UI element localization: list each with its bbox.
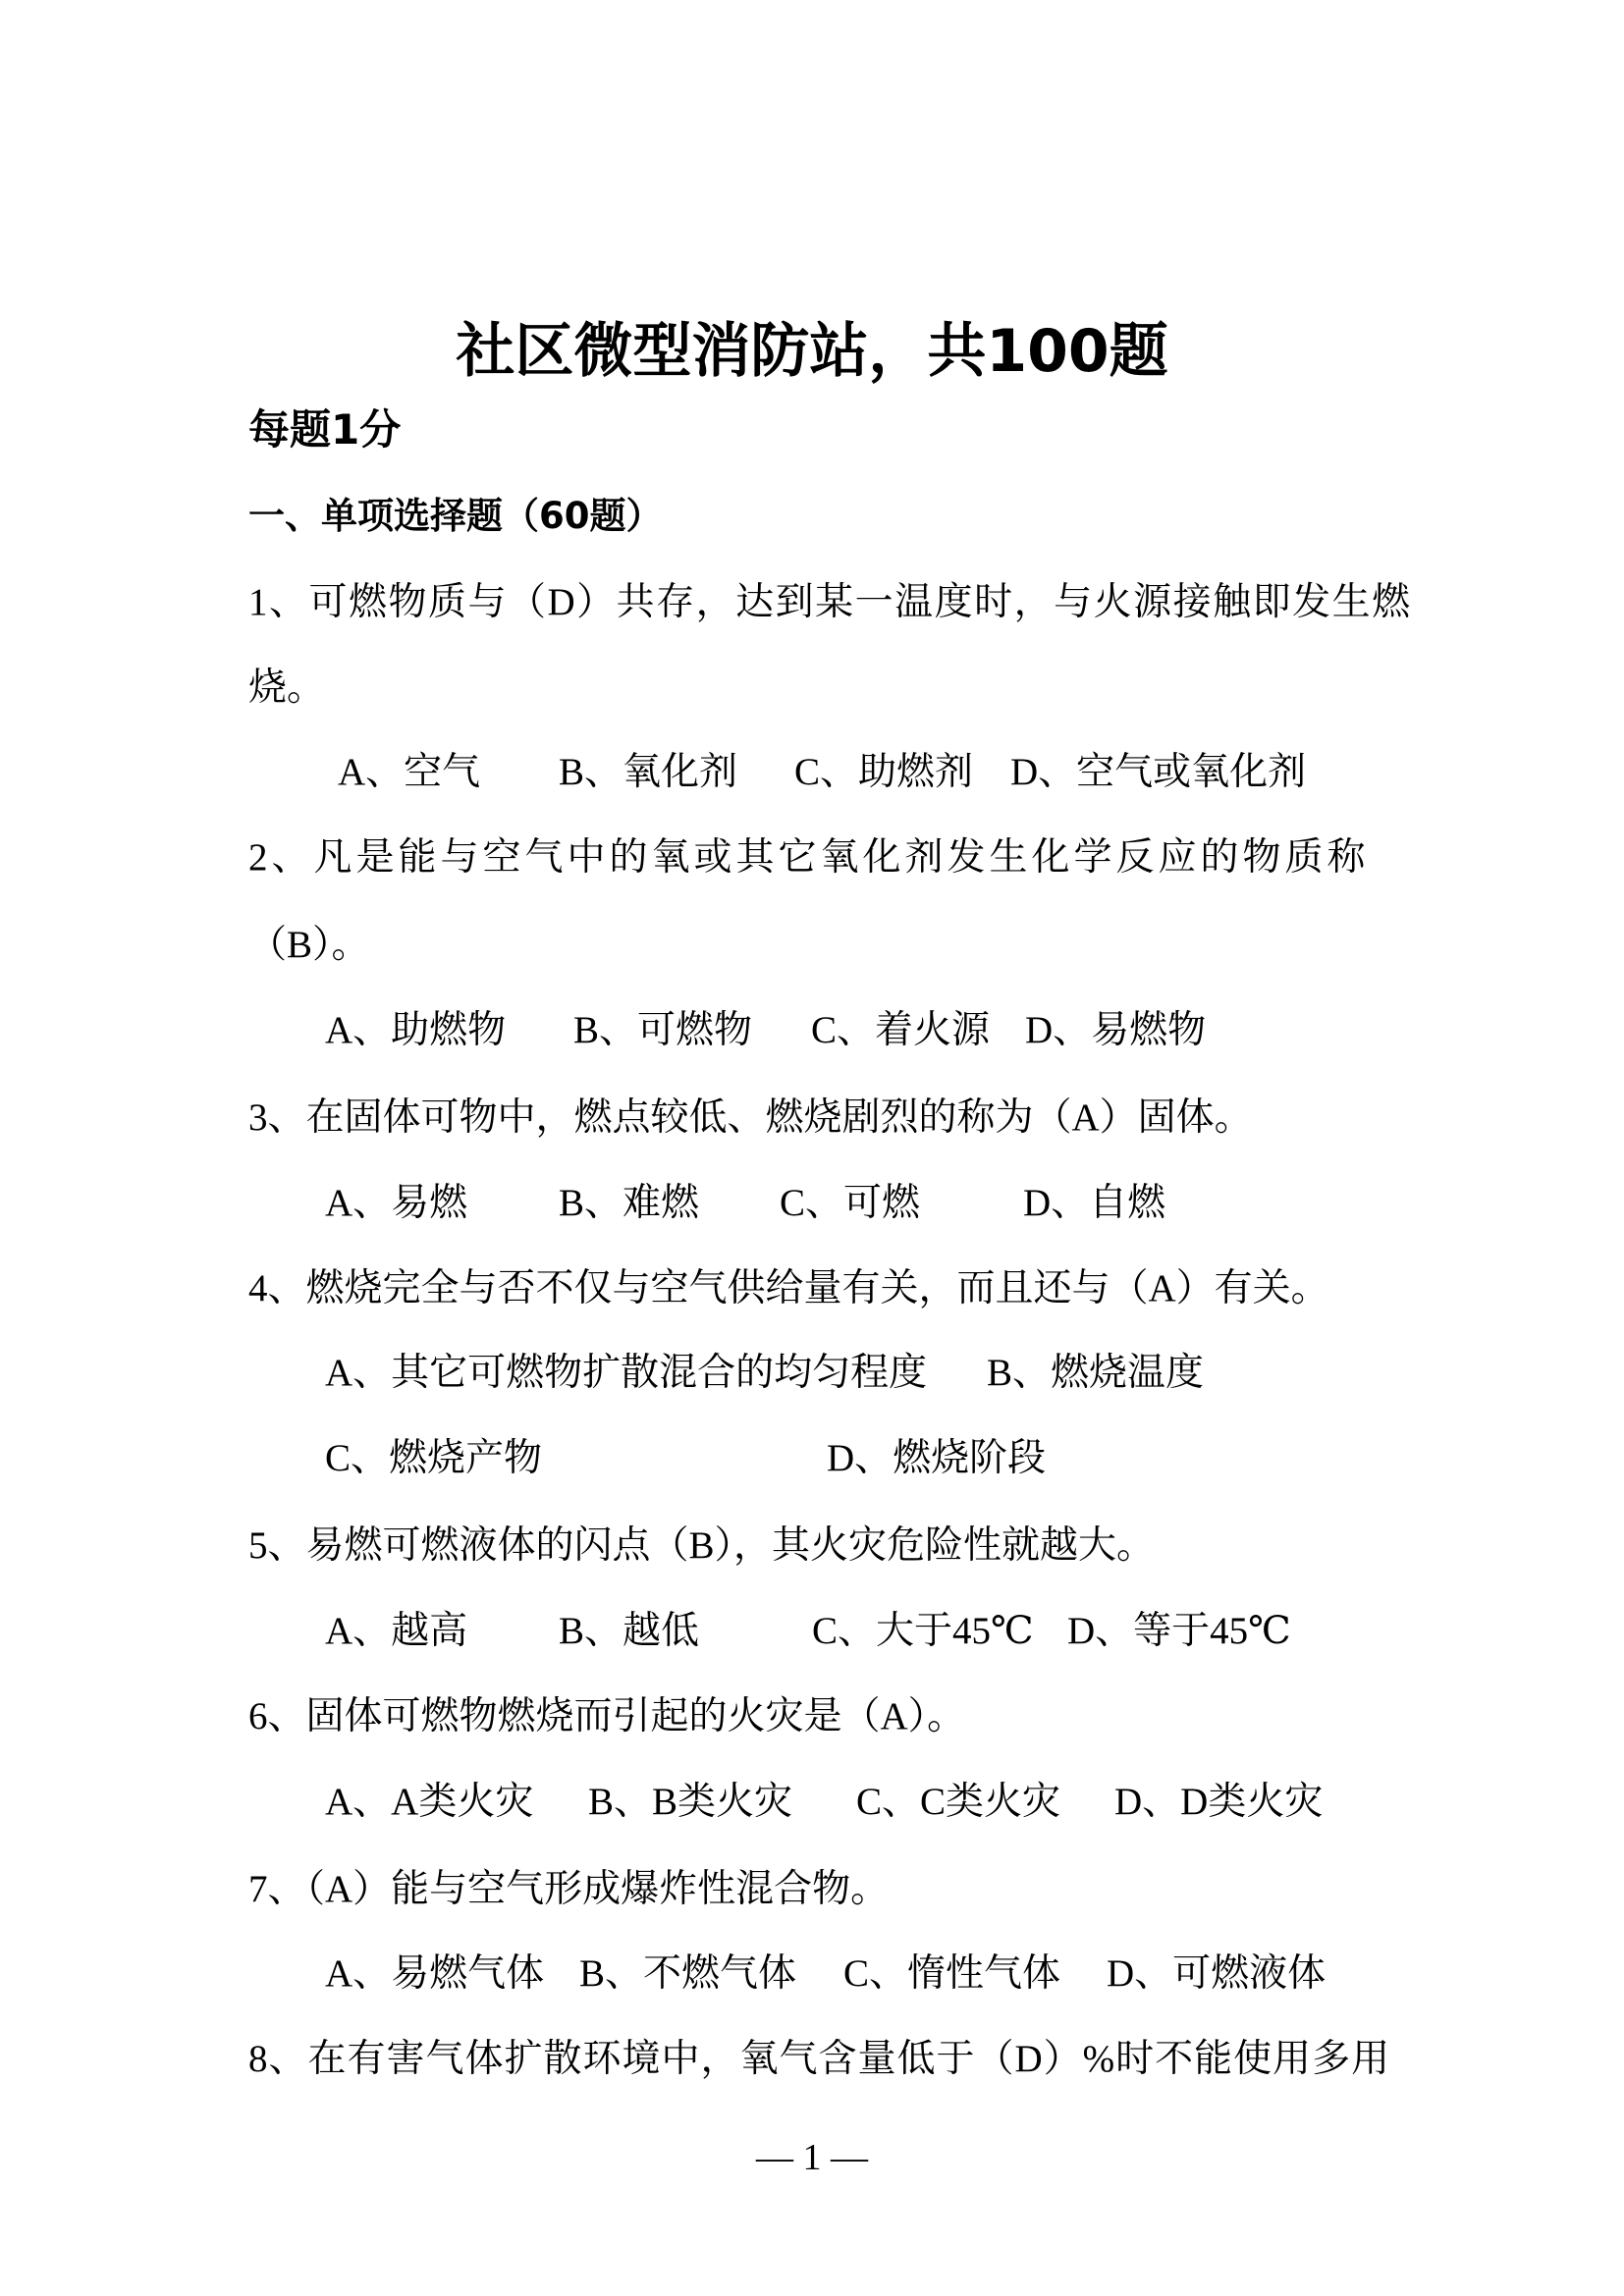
option-c: C、燃烧产物	[325, 1437, 543, 1479]
page-number: — 1 —	[756, 2137, 868, 2178]
option-c: C、大于45℃	[812, 1610, 1034, 1652]
option-c: C、C类火灾	[856, 1781, 1061, 1823]
option-b: B、B类火灾	[588, 1781, 793, 1823]
document-title: 社区微型消防站，共100题	[456, 317, 1168, 386]
option-d: D、可燃液体	[1107, 1952, 1326, 1995]
option-a: A、其它可燃物扩散混合的均匀程度	[325, 1352, 928, 1394]
option-a: A、A类火灾	[325, 1781, 534, 1823]
option-b: B、可燃物	[573, 1009, 753, 1051]
question-stem: 8、在有害气体扩散环境中，氧气含量低于（D）%时不能使用多用	[248, 2038, 1391, 2080]
question-stem: 3、在固体可物中，燃点较低、燃烧剧烈的称为（A）固体。	[248, 1096, 1253, 1139]
option-d: D、D类火灾	[1114, 1781, 1324, 1823]
score-note: 每题1分	[248, 405, 402, 454]
option-c: C、着火源	[811, 1009, 991, 1051]
option-a: A、易燃气体	[325, 1952, 545, 1995]
question-stem: 6、固体可燃物燃烧而引起的火灾是（A）。	[248, 1695, 966, 1737]
option-b: B、难燃	[559, 1182, 700, 1224]
question-stem: 1、可燃物质与（D）共存，达到某一温度时，与火源接触即发生燃	[248, 581, 1412, 623]
question-stem: 2、凡是能与空气中的氧或其它氧化剂发生化学反应的物质称	[248, 836, 1370, 879]
option-d: D、易燃物	[1025, 1009, 1207, 1051]
option-d: D、空气或氧化剂	[1010, 751, 1307, 793]
question-stem: 5、易燃可燃液体的闪点（B），其火灾危险性就越大。	[248, 1524, 1156, 1567]
section-heading: 一、单项选择题（60题）	[248, 495, 663, 537]
option-b: B、越低	[559, 1610, 700, 1652]
option-c: C、助燃剂	[794, 751, 974, 793]
option-c: C、可燃	[780, 1182, 921, 1224]
question-stem-continued: （B）。	[248, 924, 370, 966]
question-stem: 4、燃烧完全与否不仅与空气供给量有关，而且还与（A）有关。	[248, 1267, 1329, 1309]
question-stem: 7、（A）能与空气形成爆炸性混合物。	[248, 1868, 890, 1910]
option-a: A、越高	[325, 1610, 468, 1652]
option-b: B、燃烧温度	[987, 1352, 1205, 1394]
option-d: D、等于45℃	[1067, 1610, 1291, 1652]
option-d: D、自燃	[1023, 1182, 1166, 1224]
option-c: C、惰性气体	[843, 1952, 1061, 1995]
option-a: A、助燃物	[325, 1009, 507, 1051]
option-a: A、易燃	[325, 1182, 468, 1224]
option-b: B、氧化剂	[559, 751, 738, 793]
option-d: D、燃烧阶段	[827, 1437, 1047, 1479]
question-stem-continued: 烧。	[248, 667, 326, 709]
option-a: A、空气	[338, 751, 481, 793]
option-b: B、不燃气体	[579, 1952, 797, 1995]
